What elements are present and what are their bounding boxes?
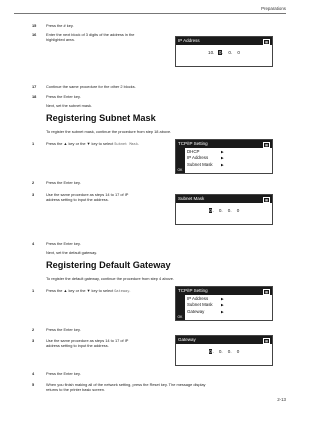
step-text: Press the Enter key. bbox=[46, 241, 81, 246]
lcd-title-bar bbox=[176, 140, 272, 148]
step-number: 18 bbox=[32, 94, 37, 99]
step-text: Press the # key. bbox=[46, 23, 74, 28]
lcd-title-bar bbox=[176, 336, 272, 344]
lcd-subnet-mask bbox=[175, 194, 273, 225]
step-number: 4 bbox=[32, 371, 35, 376]
octet-4: 0 bbox=[237, 50, 240, 55]
intro-subnet-mask: To register the subnet mask, continue the procedure from step 18 above. bbox=[46, 129, 172, 134]
step-text: When you finish making all of the network setting, press the Reset key. The message display bbox=[46, 382, 206, 387]
keyboard-icon: ▦ bbox=[263, 39, 270, 45]
octet-4: 0 bbox=[236, 349, 240, 354]
menu-item-subnet-mask: Subnet Mask ▶ bbox=[187, 161, 224, 167]
step-text: Enter the next block of 3 digits of the address in the bbox=[46, 32, 135, 37]
lcd-title: IP Address bbox=[178, 38, 200, 43]
octet-3: 0 bbox=[227, 208, 231, 213]
keyboard-icon: ▦ bbox=[263, 142, 270, 148]
octet-3: 0 bbox=[227, 349, 231, 354]
step-text: Continue the same procedure for the other 2 blocks. bbox=[46, 84, 136, 89]
lcd-title: Subnet Mask bbox=[178, 196, 205, 201]
heading-default-gateway: Registering Default Gateway bbox=[46, 260, 171, 270]
lcd-gateway bbox=[175, 335, 273, 366]
octet-3: 0 bbox=[228, 50, 231, 55]
lcd-title: Gateway bbox=[178, 337, 196, 342]
step-text: Press the Enter key. bbox=[46, 180, 81, 185]
step-text: Press the Enter key. bbox=[46, 327, 81, 332]
octet-1-selected: 0 bbox=[209, 349, 212, 354]
step-number: 2 bbox=[32, 327, 35, 332]
step-text: address setting to input the address. bbox=[46, 343, 109, 349]
octet-2-selected: 0 bbox=[218, 50, 222, 55]
keyboard-icon: ▦ bbox=[263, 197, 270, 203]
section-title: Preparations bbox=[261, 6, 286, 11]
octet-1-selected: 0 bbox=[209, 208, 212, 213]
step-text: Press the Enter key. bbox=[46, 94, 81, 99]
step-text: Use the same procedure as steps 14 to 17 of IP bbox=[46, 192, 129, 197]
menu-item-ip-address: IP Address ▶ bbox=[187, 155, 224, 160]
menu-item-gateway: Gateway ▶ bbox=[187, 308, 224, 314]
ok-icon: OK bbox=[177, 315, 183, 319]
lcd-title-bar bbox=[176, 287, 272, 295]
lcd-title: TCP/IP Setting bbox=[178, 141, 208, 146]
lcd-tcpip-setting-1 bbox=[175, 139, 273, 174]
lcd-title: TCP/IP Setting bbox=[178, 288, 208, 293]
menu-item-dhcp: DHCP ▶ bbox=[187, 148, 224, 154]
lcd-ip-address bbox=[175, 36, 273, 67]
lcd-selection-strip bbox=[176, 295, 185, 320]
step-number: 2 bbox=[32, 180, 35, 185]
keyboard-icon: ▦ bbox=[263, 289, 270, 295]
octet-2: 0 bbox=[218, 208, 222, 213]
octet-4: 0 bbox=[236, 208, 240, 213]
step-number: 4 bbox=[32, 241, 35, 246]
menu-item-ip-address: IP Address ▶ bbox=[187, 295, 224, 301]
step-text: Press the ▲ key or the ▼ key to select Subnet Mask. bbox=[46, 141, 140, 147]
step-text: Use the same procedure as steps 14 to 17 of IP bbox=[46, 338, 129, 343]
octet-1: 10 bbox=[208, 50, 214, 55]
lcd-selection-strip bbox=[176, 148, 185, 173]
step-text: Next, set the default gateway. bbox=[46, 250, 97, 255]
lcd-tcpip-setting-2 bbox=[175, 286, 273, 321]
octet-2: 0 bbox=[218, 349, 222, 354]
step-number: 15 bbox=[32, 23, 37, 28]
step-text: Press the Enter key. bbox=[46, 371, 81, 376]
ip-octets: 10. 0. 0. 0 bbox=[208, 50, 240, 55]
step-number: 1 bbox=[32, 288, 35, 293]
lcd-title-bar bbox=[176, 37, 272, 45]
intro-default-gateway: To register the default gateway, continue the procedure from step 4 above. bbox=[46, 276, 174, 281]
heading-subnet-mask: Registering Subnet Mask bbox=[46, 113, 156, 123]
subnet-octets: 0. 0. 0. 0 bbox=[209, 208, 240, 213]
keyboard-icon: ▦ bbox=[263, 338, 270, 344]
menu-item-subnet-mask: Subnet Mask ▶ bbox=[187, 302, 224, 307]
step-text: Next, set the subnet mask. bbox=[46, 103, 93, 108]
step-number: 3 bbox=[32, 338, 35, 343]
page-number: 2-13 bbox=[277, 397, 286, 402]
step-number: 3 bbox=[32, 192, 35, 197]
header-rule bbox=[14, 13, 286, 14]
step-text: highlighted area. bbox=[46, 37, 75, 43]
step-number: 16 bbox=[32, 32, 37, 37]
step-text: returns to the printer basic screen. bbox=[46, 387, 106, 393]
step-number: 1 bbox=[32, 141, 35, 146]
step-text: address setting to input the address. bbox=[46, 197, 109, 203]
ok-icon: OK bbox=[177, 168, 183, 172]
step-number: 5 bbox=[32, 382, 35, 387]
gateway-octets: 0. 0. 0. 0 bbox=[209, 349, 240, 354]
step-number: 17 bbox=[32, 84, 37, 89]
step-text: Press the ▲ key or the ▼ key to select Gateway. bbox=[46, 288, 131, 294]
lcd-title-bar bbox=[176, 195, 272, 203]
